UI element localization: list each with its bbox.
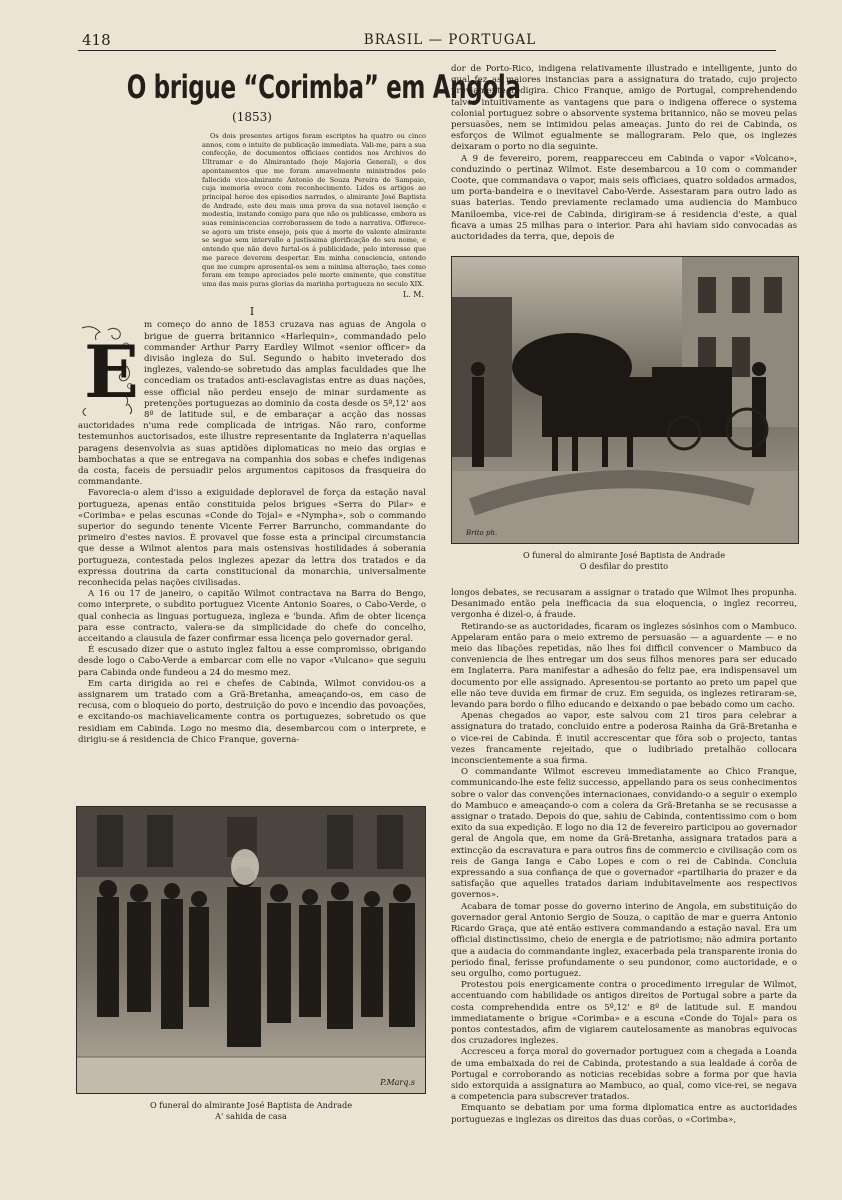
right-column-bottom — [451, 588, 797, 1126]
photo-crowd-icon — [77, 807, 425, 1093]
paragraph: dor de Porto-Rico, indigena relativamente illustrado e intelligente, junto do qual fez as maiores instancias para a assignatura do tratado, cujo projecto previamente redigira. Chico Franque, amigo de Portugal, comprehendendo talvez intuitivamente as vantagens que para o indigena offerece o systema colonial portuguez sobre o absorvente systema britannico, não se moveu pelas persuasões, nem se intimidou pelas ameaças. Junto do rei de Cabinda, os esforços de Wilmot egualmente se mallograram. Pelo que, os inglezes deixaram o porto no dia seguinte. — [451, 64, 797, 153]
left-body — [78, 320, 426, 746]
running-title: BRASIL — PORTUGAL — [363, 32, 537, 48]
photo-carriage-icon — [452, 257, 798, 543]
right-body-top — [451, 64, 797, 243]
photo-funeral-procession — [451, 256, 799, 544]
intro-note — [202, 132, 426, 299]
intro-paragraph: Os dois presentes artigos foram escriptos ha quatro ou cinco annos, com o intuito de publicação immediata. Vali-me, para a sua confecção, de documentos officiaes contidos nos Archivos do Ultramar e do Almirantado (hoje Majoria General), e dos apontamentos que me foram amavelmente ministrados pelo fallecido vice-almirante Antonio de Souza Pereira de Sampaio, cuja memoria evoco com reconhecimento. Lidos os artigos ao principal heroe dos episodios narrados, o almirante José Baptista de Andrade, este deu mais uma prova da sua notavel isenção e modestia, instando comigo para que não os publicasse, embora as suas reminiscencias corroborassem de todo a narrativa. Offerece-se agora um triste ensejo, pois que á morte do valente almirante se segue sem intervallo a justissima glorificação do seu nome, e entendo que não devo furtal-os á publicidade, pelo interesse que me parece deverem despertar. Em minha consciencia, entendo que me cumpre apresental-os sem a minima alteração, taes como foram em tempo apreciados pelo morto eminente, que constitue uma das mais puras glorias da marinha portugueza no seculo XIX. — [202, 132, 426, 288]
paragraph: A 9 de fevereiro, porem, reapparecceu em Cabinda o vapor «Volcano», conduzindo o pertinaz Wilmot. Este desembarcou a 10 com o commander Coote, que commandava o vapor, mais seis officiaes, quatro soldados armados, um porta-bandeira e o inevitavel Cabo-Verde. Assestaram para outro lado as suas baterias. Tendo previamente reclamado uma audiencia do Mambuco Maniloemba, vice-rei de Cabinda, dirigiram-se á residencia d'este, a qual ficava a umas 25 milhas para o interior. Para ahi haviam sido convocadas as auctoridades da terra, que, depois de — [451, 153, 797, 243]
paragraph: longos debates, se recusaram a assignar o tratado que Wilmot lhes propunha. Desanimado então pela inefficacia da sua eloquencia, o inglez recorreu, vergonha é dizel-o, á fraude. — [451, 588, 797, 621]
paragraph: É escusado dizer que o astuto inglez faltou a esse compromisso, obrigando desde logo o Cabo-Verde a embarcar com elle no vapor «Vulcano» que seguiu para Cabinda onde fundeou a 24 do mesmo mez. — [78, 645, 426, 678]
figure-funeral-departure — [76, 806, 426, 1122]
paragraph: Protestou pois energicamente contra o procedimento irregular de Wilmot, accentuando com habilidade os antigos direitos de Portugal sobre a parte da costa comprehendida entre os 5º,12' e 8º de latitude sul. E mandou immediatamente o brigue «Corimba» e a escuna «Conde do Tojal» para os pontos contestados, afim de vigiarem cautelosamente as manobras equivocas dos cruzadores inglezes. — [451, 980, 797, 1047]
paragraph: Emquanto se debatiam por uma forma diplomatica entre as auctoridades portuguezas e inglezas os direitos das duas corôas, o «Corimba», — [451, 1103, 797, 1125]
paragraph: m começo do anno de 1853 cruzava nas aguas de Angola o brigue de guerra britannico «Harlequin», commandado pelo commander Arthur Parry Eardley Wilmot «senior officer» da divisão ingleza do Sul. Segundo o habito inveterado dos inglezes, valendo-se sobretudo das amplas faculdades que lhe concediam os tratados anti-esclavagistas entre as duas nações, esse official não perdeu ensejo de minar surdamente as pretenções portuguezas ao dominio da costa desde os 5º,12' aos 8º de latitude sul, e de embaraçar a acção das nossas auctoridades n'uma rede complicada de intrigas. Não raro, conforme testemunhos auctorisados, este illustre representante da Inglaterra n'aquellas paragens desenvolvia as suas aptidões diplomaticas no meio das orgias e bambochatas a que se entregava na companhia dos sobas e chefes indigenas da costa, faceis de persuadir pelos argumentos capitosos da frasqueira do commandante. — [78, 320, 426, 488]
dropcap-letter: E — [84, 329, 139, 415]
right-body-bottom — [451, 588, 797, 1126]
photo-funeral-departure — [76, 806, 426, 1094]
paragraph: A 16 ou 17 de janeiro, o capitão Wilmot contractava na Barra do Bengo, como interprete, o subdito portuguez Vicente Antonio Soares, o Cabo-Verde, o qual conhecia as linguas portugueza, ingleza e 'bunda. Afim de obter licença para esse contracto, valera-se da simplicidade do chefe do concelho, acceitando a clausula de fazer confirmar essa licença pelo governador geral. — [78, 589, 426, 645]
caption — [451, 550, 797, 572]
caption — [76, 1100, 426, 1122]
right-column-top — [451, 64, 797, 243]
dropcap — [78, 324, 139, 416]
photo-signature: P.Marq.s — [380, 1078, 415, 1087]
paragraph: Favorecia-o alem d'isso a exiguidade deploravel de força da estação naval portugueza, apenas então constituida pelos brigues «Serra do Pilar» e «Corimba» e pelas escunas «Conde do Tojal» e «Nympha», sob o commando superior do segundo tenente Vicente Ferrer Barruncho, commandante do primeiro d'estes navios. É provavel que fosse esta a principal circumstancia que desse a Wilmot alentos para mais ostensivas hostilidades á soberania portugueza, contestada pelos inglezes apezar da lettra dos tratados e da expressa doutrina da carta constitucional da monarchia, universalmente reconhecida pelas nações civilisadas. — [78, 488, 426, 589]
caption-line: O desfilar do prestito — [579, 561, 669, 571]
paragraph: Apenas chegados ao vapor, este salvou com 21 tiros para celebrar a assignatura do tratado, concluido entre a poderosa Rainha da Grã-Bretanha e o vice-rei de Cabinda. É inutil accrescentar que fôra sob o projecto, tantas vezes francamente rejeitado, que o ludibriado pretalhão collocara inconscientemente a sua firma. — [451, 711, 797, 767]
author-signature: L. M. — [402, 289, 424, 299]
paragraph: Retirando-se as auctoridades, ficaram os inglezes sósinhos com o Mambuco. Appelaram então para o meio extremo de persuasão — a aguardente — e no meio das libações repetidas, não lhes foi difficil convencer o Mambuco da conveniencia de lhes entregar um dos seus filhos menores para ser educado em Inglaterra. Para manifestar a adhesão do feliz pae, era indispensavel um documento por elle assignado. Apresentou-se portanto ao preto um papel que elle não teve duvida em firmar de cruz. Em seguida, os inglezes retiraram-se, levando para bordo o filho educando e deixando o pae bebado como um cacho. — [451, 621, 797, 711]
caption-line: A' sahida de casa — [215, 1111, 287, 1121]
paragraph: Acabara de tomar posse do governo interino de Angola, em substituição do governador geral Antonio Sergio de Souza, o capitão de mar e guerra Antonio Ricardo Graça, que até então estivera commandando a estação naval. Era um official distinctissimo, cheio de energia e de patriotismo; não admira portanto que a audacia do commandante inglez, exacerbada pela transparente ironia do periodo final, ferisse profundamente o seu pundonor, como auctoridade, e o seu orgulho, como portuguez. — [451, 901, 797, 979]
caption-line: O funeral do almirante José Baptista de Andrade — [522, 550, 726, 560]
figure-funeral-procession — [451, 256, 797, 572]
paragraph: Accresceu a força moral do governador portuguez com a chegada a Loanda de uma embaixada do rei de Cabinda, protestando a sua lealdade á corôa de Portugal e corroborando as noticias recebidas sobre a forma por que havia sido extorquida a assignatura ao Mambuco, ao qual, como vice-rei, se negava a competencia para subscrever tratados. — [451, 1047, 797, 1103]
caption-line: O funeral do almirante José Baptista de Andrade — [149, 1100, 353, 1110]
article-year: (1853) — [232, 110, 272, 124]
paragraph: Em carta dirigida ao rei e chefes de Cabinda, Wilmot convidou-os a assignarem um tratado com a Grã-Bretanha, ameaçando-os, em caso de recusa, com o bloqueio do porto, destruição do povo e incendio das povoações, e excitando-os machiavelicamente contra os portuguezes, sobretudo os que residiam em Cabinda. Logo no mesmo dia, desembarcou com o interprete, e dirigiu-se á residencia de Chico Franque, governa- — [78, 678, 426, 745]
article-title: O brigue “Corimba” em Angola — [126, 68, 521, 106]
photo-signature: Brito ph. — [466, 529, 498, 537]
section-number: I — [249, 305, 255, 319]
header-rule — [78, 50, 776, 51]
paragraph: O commandante Wilmot escreveu immediatamente ao Chico Franque, communicando-lhe este feliz successo, appellando para os seus conhecimentos sobre o valor das convenções internacionaes, convidando-o a seguir o exemplo do Mambuco e ameaçando-o com a colera da Grã-Bretanha se se recusasse a assignar o tratado. Depois do que, sahiu de Cabinda, contentissimo com o bom exito da sua expedição. E logo no dia 12 de fevereiro participou ao governador geral de Angola que, em nome da Grã-Bretanha, assignara tratados para a extincção da escravatura e para outros fins de commercio e civilisação com os reis de Ganga Ianga e Cabo Lopes e com o rei de Cabinda. Concluia expressando a sua confiança de que o governador «partilharia do prazer e da satisfação que aquelles tratados dariam indubitavelmente aos respectivos governos». — [451, 767, 797, 901]
page-number: 418 — [82, 31, 111, 49]
